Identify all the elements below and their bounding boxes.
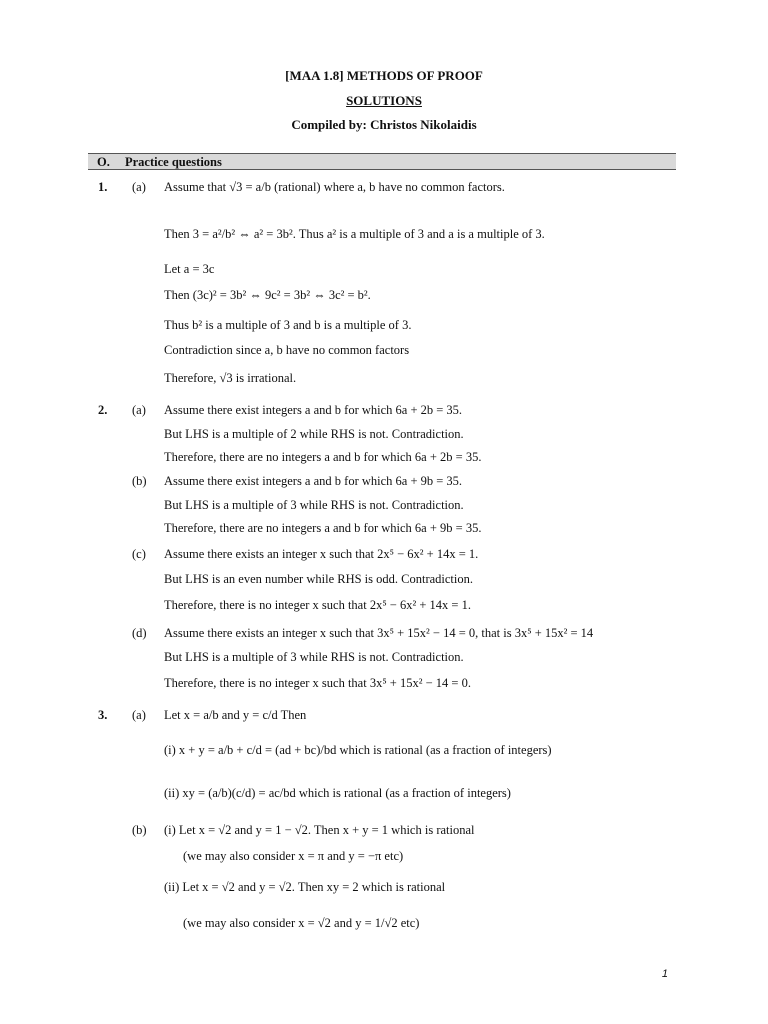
- q3b-line-3: (ii) Let x = √2 and y = √2. Then xy = 2 which is rational: [164, 880, 446, 894]
- q2b-line-3: Therefore, there are no integers a and b for which 6a + 9b = 35.: [164, 521, 482, 535]
- q1-line-4: Then (3c)² = 3b² ⇔ 9c² = 3b² ⇔ 3c² = b².: [164, 288, 371, 302]
- q1-line-2: Then 3 = a²/b² ⇔ a² = 3b². Thus a² is a multiple of 3 and a is a multiple of 3.: [164, 227, 545, 241]
- question-number: 2.: [98, 403, 108, 417]
- q2d-line-1: Assume there exists an integer x such that 3x⁵ + 15x² − 14 = 0, that is 3x⁵ + 15x² = 14: [164, 626, 594, 640]
- q1-line-7: Therefore, √3 is irrational.: [164, 371, 297, 385]
- part-label: (a): [132, 708, 146, 722]
- document-title: [MAA 1.8] METHODS OF PROOF: [285, 68, 483, 83]
- q2a-line-2: But LHS is a multiple of 2 while RHS is not. Contradiction.: [164, 427, 464, 441]
- document-author: Compiled by: Christos Nikolaidis: [291, 117, 477, 132]
- page-number: 1: [661, 968, 668, 980]
- q3b-line-1: (i) Let x = √2 and y = 1 − √2. Then x + y = 1 which is rational: [164, 823, 475, 837]
- q2a-line-3: Therefore, there are no integers a and b for which 6a + 2b = 35.: [164, 450, 482, 464]
- q2c-line-3: Therefore, there is no integer x such that 2x⁵ − 6x² + 14x = 1.: [164, 598, 471, 612]
- q1-line-5: Thus b² is a multiple of 3 and b is a multiple of 3.: [164, 318, 412, 332]
- q2a-line-1: Assume there exist integers a and b for which 6a + 2b = 35.: [164, 403, 463, 417]
- q3a-line-3: (ii) xy = (a/b)(c/d) = ac/bd which is rational (as a fraction of integers): [164, 786, 511, 800]
- q2b-line-2: But LHS is a multiple of 3 while RHS is not. Contradiction.: [164, 498, 464, 512]
- question-number: 1.: [98, 180, 108, 194]
- section-letter: O.: [97, 155, 110, 169]
- q2b-line-1: Assume there exist integers a and b for which 6a + 9b = 35.: [164, 474, 463, 488]
- q2d-line-2: But LHS is a multiple of 3 while RHS is not. Contradiction.: [164, 650, 464, 664]
- q1-line-6: Contradiction since a, b have no common factors: [164, 343, 410, 357]
- part-label: (c): [132, 547, 146, 561]
- q1-line-1: Assume that √3 = a/b (rational) where a, b have no common factors.: [164, 180, 505, 194]
- q2c-line-1: Assume there exists an integer x such that 2x⁵ − 6x² + 14x = 1.: [164, 547, 479, 561]
- section-header: [88, 153, 676, 170]
- part-label: (a): [132, 403, 146, 417]
- document-subtitle: SOLUTIONS: [346, 93, 422, 108]
- q3a-line-2: (i) x + y = a/b + c/d = (ad + bc)/bd which is rational (as a fraction of integers): [164, 743, 552, 757]
- question-number: 3.: [98, 708, 108, 722]
- part-label: (a): [132, 180, 146, 194]
- q3b-line-4: (we may also consider x = √2 and y = 1/√2 etc): [183, 916, 420, 930]
- q1-line-3: Let a = 3c: [164, 262, 215, 276]
- q2d-line-3: Therefore, there is no integer x such that 3x⁵ + 15x² − 14 = 0.: [164, 676, 471, 690]
- part-label: (d): [132, 626, 147, 640]
- part-label: (b): [132, 474, 147, 488]
- q3a-line-1: Let x = a/b and y = c/d Then: [164, 708, 307, 722]
- q3b-line-2: (we may also consider x = π and y = −π etc): [183, 849, 404, 863]
- part-label: (b): [132, 823, 147, 837]
- section-title: Practice questions: [125, 155, 222, 169]
- q2c-line-2: But LHS is an even number while RHS is odd. Contradiction.: [164, 572, 474, 586]
